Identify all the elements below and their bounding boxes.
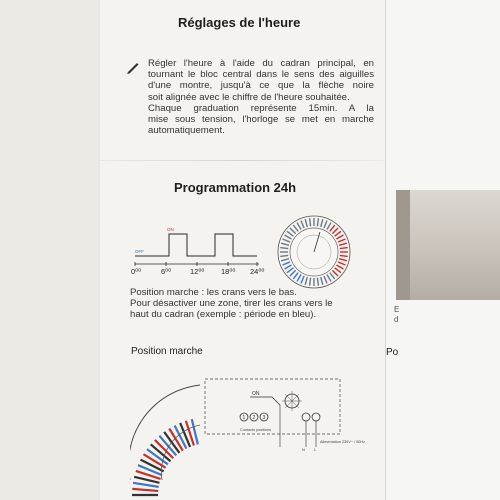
tick-label: 0⁰⁰: [131, 267, 142, 276]
terminal-block-right: [302, 413, 320, 421]
terminal: [302, 413, 310, 421]
intro-line: mise sous tension, l'horloge se met en marche: [148, 114, 374, 126]
off-label: OFF: [135, 249, 144, 254]
manual-page: [100, 0, 385, 500]
timing-diagram: [129, 218, 269, 278]
intro-line: Régler l'heure à l'aide du cadran principal, en: [148, 58, 374, 69]
intro-line: Chaque graduation représente 15min. A la: [148, 102, 374, 114]
tick-label: 24⁰⁰: [250, 267, 265, 276]
instructions-paragraph: [130, 287, 370, 321]
intro-line: automatiquement.: [148, 125, 225, 137]
intro-line: d'une montre, jusqu'à ce que la flèche noire: [148, 80, 374, 92]
arc-segment: [132, 489, 158, 491]
timing-waveform: [135, 234, 257, 256]
adjacent-caption: E d: [394, 305, 400, 324]
wiring-diagram: [130, 355, 385, 500]
power-wire: [280, 405, 316, 447]
intro-line: tournant le bloc central dans le sens des aiguilles: [148, 69, 374, 81]
terminal-label: 2: [252, 415, 256, 421]
intro-paragraph: [128, 58, 374, 136]
para-line: Pour désactiver une zone, tirer les crans vers le: [130, 298, 333, 310]
switch-line: [250, 397, 280, 405]
page-title: Réglages de l'heure: [178, 15, 301, 30]
tick-label: 12⁰⁰: [190, 267, 205, 276]
n-label: N: [302, 447, 305, 452]
para-line: Position marche : les crans vers le bas.: [130, 287, 297, 298]
motor-symbol: [282, 391, 302, 411]
arc-dial-segments: [132, 419, 198, 495]
wiring-box: [205, 379, 340, 434]
position-marche-title: Position marche: [131, 346, 203, 357]
tick-label: 18⁰⁰: [221, 267, 236, 276]
contacts-label: Contacts positions: [240, 428, 272, 432]
adjacent-position-label: Po: [386, 347, 399, 358]
motor-sun-icon: [282, 391, 302, 411]
power-label: Alimentation 230V~ / 50Hz: [320, 440, 366, 444]
para-line: haut du cadran (exemple : période en bleu).: [130, 309, 317, 321]
terminal-block: [240, 413, 268, 421]
l-label: L: [314, 447, 317, 452]
timer-dial-diagram: [274, 212, 354, 292]
tick-label: 6⁰⁰: [161, 267, 172, 276]
adjacent-sheet: [385, 0, 500, 500]
switch-on-label: ON: [252, 391, 260, 397]
intro-line: soit alignée avec le chiffre de l'heure souhaitée.: [148, 91, 350, 103]
adjacent-photo: [396, 190, 500, 300]
terminal-label: 1: [242, 415, 246, 421]
arc-segment: [133, 483, 159, 487]
terminal-label: 3: [262, 415, 266, 421]
terminal: [312, 413, 320, 421]
on-label: ON: [167, 227, 174, 232]
section-title: Programmation 24h: [174, 180, 297, 195]
